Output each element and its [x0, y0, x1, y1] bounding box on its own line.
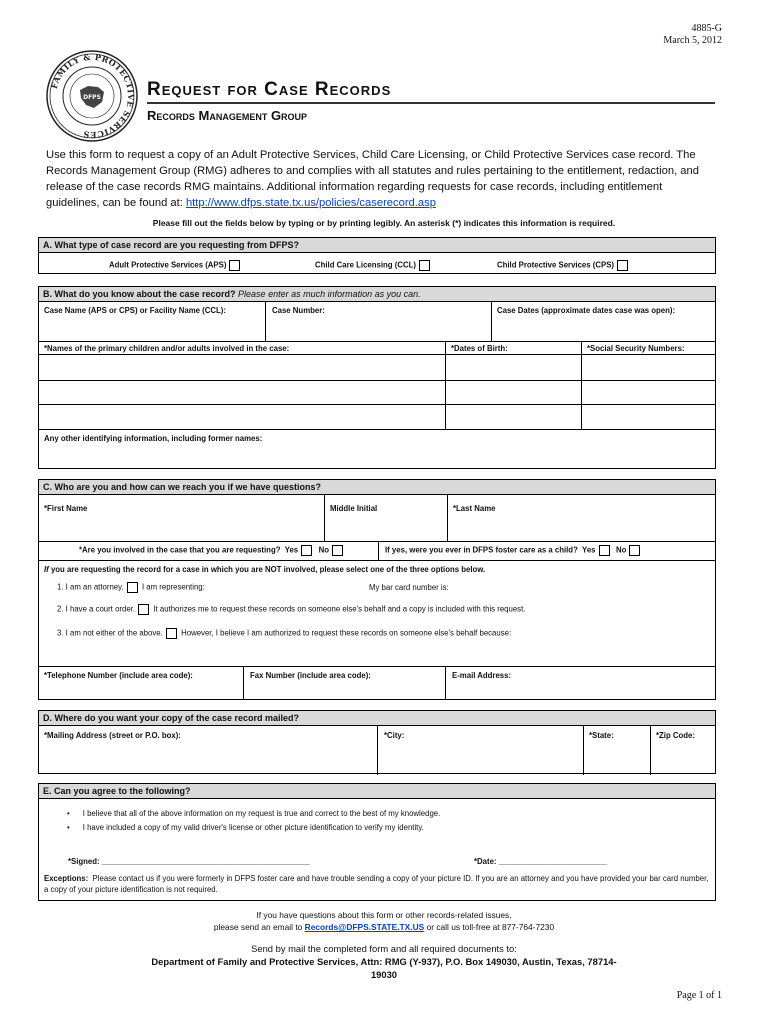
- foster-yes-label: Yes: [582, 545, 596, 555]
- form-number-block: [663, 23, 722, 47]
- not-involved-if: If: [44, 565, 49, 574]
- case-name-label: Case Name (APS or CPS) or Facility Name (CCL):: [44, 306, 226, 315]
- bar-card-label: My bar card number is:: [369, 583, 449, 592]
- foster-no-checkbox[interactable]: [629, 545, 640, 556]
- form-number: 4885-G: [691, 23, 722, 34]
- not-involved-text: you are requesting the record for a case in which you are NOT involved, please select one of the three options below.: [50, 565, 486, 574]
- email-label: E-mail Address:: [452, 671, 512, 680]
- zip-label: *Zip Code:: [656, 731, 695, 740]
- footer-line-2: [0, 921, 768, 933]
- mail-address-line-1: Department of Family and Protective Services, Attn: RMG (Y-937), P.O. Box 149030, Austin, Texas, 78714-: [151, 956, 617, 967]
- exceptions-label: Exceptions:: [44, 874, 89, 883]
- date-line[interactable]: *Date: _________________________: [474, 857, 608, 866]
- section-b-heading-italic: Please enter as much information as you can.: [238, 289, 421, 299]
- dfps-seal-logo: [46, 50, 138, 142]
- court-order-text: It authorizes me to request these records on someone else's behalf and a copy is included with this request.: [153, 604, 526, 614]
- section-e-heading: E. Can you agree to the following?: [39, 784, 715, 799]
- involved-question-text: *Are you involved in the case that you are requesting?: [79, 545, 281, 555]
- section-d: [38, 710, 716, 774]
- foster-question-text: If yes, were you ever in DFPS foster care as a child?: [385, 545, 578, 555]
- aps-label: Adult Protective Services (APS): [109, 260, 227, 270]
- names-label: *Names of the primary children and/or adults involved in the case:: [44, 344, 290, 353]
- mail-address-line-2: 19030: [370, 969, 398, 980]
- not-involved-instruction: [44, 565, 485, 574]
- footer-line-1: If you have questions about this form or other records-related issues,: [256, 910, 512, 920]
- exceptions-text: Please contact us if you were formerly in DFPS foster care and have trouble sending a copy of your picture ID. If you are an attorney and you have provided your bar card number, a copy of your picture identification is not required.: [44, 874, 709, 894]
- footer-line-2-post: or call us toll-free at 877-764-7230: [424, 922, 555, 932]
- involved-no-checkbox[interactable]: [332, 545, 343, 556]
- involved-yes-checkbox[interactable]: [301, 545, 312, 556]
- footer-mailing: [0, 942, 768, 981]
- cps-option: [497, 260, 628, 271]
- form-date: March 5, 2012: [663, 35, 722, 46]
- dob-label: *Dates of Birth:: [451, 344, 508, 353]
- page-number: Page 1 of 1: [676, 990, 722, 1001]
- case-dates-label: Case Dates (approximate dates case was open):: [497, 306, 676, 315]
- agreement-bullet-1: • I believe that all of the above information on my request is true and correct to the best of my knowledge.: [67, 809, 441, 818]
- footer-contact: [0, 909, 768, 933]
- other-text: However, I believe I am authorized to request these records on someone else's behalf because:: [181, 628, 512, 638]
- seal-outer-text: FAMILY & PROTECTIVE SERVICES: [48, 51, 137, 141]
- involved-yes-label: Yes: [284, 545, 299, 555]
- section-b-heading-text: B. What do you know about the case record?: [43, 289, 236, 299]
- ccl-label: Child Care Licensing (CCL): [315, 260, 416, 270]
- agreement-bullet-2-text: I have included a copy of my valid driver's license or other picture identification to verify my identity.: [82, 823, 424, 832]
- last-name-label: *Last Name: [453, 504, 496, 513]
- option-court-order: [57, 604, 525, 615]
- intro-text: Use this form to request a copy of an Adult Protective Services, Child Care Licensing, or Child Protective Services case record. The Records Management Group (RMG) adheres to and complies with all statutes and rules pertaining to the entitlement, redaction, and release of the case records RMG maintains. Additional information regarding requests for case records, including entitlement guidelines, can be found at:: [46, 149, 699, 209]
- involved-no-label: No: [318, 545, 330, 555]
- section-c-heading: C. Who are you and how can we reach you if we have questions?: [39, 480, 715, 495]
- option-other-label: 3. I am not either of the above.: [57, 628, 163, 638]
- state-label: *State:: [589, 731, 614, 740]
- cps-checkbox[interactable]: [617, 260, 628, 271]
- section-e: [38, 783, 716, 901]
- section-b: [38, 286, 716, 469]
- option-attorney: [57, 582, 205, 593]
- case-number-label: Case Number:: [272, 306, 325, 315]
- court-order-checkbox[interactable]: [138, 604, 149, 615]
- section-b-heading: [39, 287, 715, 302]
- agreement-bullet-1-text: I believe that all of the above information on my request is true and correct to the best of my knowledge.: [82, 809, 441, 818]
- ccl-option: [315, 260, 430, 271]
- section-a: [38, 237, 716, 274]
- option-attorney-label: 1. I am an attorney.: [57, 582, 124, 592]
- city-label: *City:: [384, 731, 405, 740]
- middle-initial-label: Middle Initial: [330, 504, 378, 513]
- ccl-checkbox[interactable]: [419, 260, 430, 271]
- mail-instruction: Send by mail the completed form and all required documents to:: [251, 943, 517, 954]
- ssn-label: *Social Security Numbers:: [587, 344, 685, 353]
- intro-paragraph: [46, 147, 718, 211]
- option-court-order-label: 2. I have a court order.: [57, 604, 136, 614]
- case-record-link[interactable]: http://www.dfps.state.tx.us/policies/caserecord.asp: [185, 197, 436, 209]
- section-a-heading: A. What type of case record are you requesting from DFPS?: [39, 238, 715, 253]
- attorney-checkbox[interactable]: [127, 582, 138, 593]
- agreement-bullet-2: • I have included a copy of my valid driver's license or other picture identification to verify my identity.: [67, 823, 424, 832]
- page-title: Request for Case Records: [147, 79, 392, 100]
- representing-label: I am representing:: [141, 582, 205, 592]
- foster-question: [385, 545, 640, 556]
- mailing-address-label: *Mailing Address (street or P.O. box):: [44, 731, 181, 740]
- involved-question: [79, 545, 343, 556]
- fax-label: Fax Number (include area code):: [250, 671, 371, 680]
- aps-option: [109, 260, 240, 271]
- phone-label: *Telephone Number (include area code):: [44, 671, 193, 680]
- foster-yes-checkbox[interactable]: [599, 545, 610, 556]
- other-checkbox[interactable]: [166, 628, 177, 639]
- section-c: [38, 479, 716, 700]
- signature-line[interactable]: *Signed: ________________________________________________: [68, 857, 310, 866]
- cps-label: Child Protective Services (CPS): [497, 260, 614, 270]
- footer-line-2-pre: please send an email to: [213, 922, 305, 932]
- title-rule: [147, 102, 715, 104]
- records-email-link[interactable]: Records@DFPS.STATE.TX.US: [304, 922, 425, 932]
- seal-inner-text: DFPS: [83, 94, 101, 101]
- instruction-note: Please fill out the fields below by typing or by printing legibly. An asterisk (*) indicates this information is required.: [152, 218, 616, 228]
- exceptions-note: [44, 873, 709, 895]
- aps-checkbox[interactable]: [229, 260, 240, 271]
- page-subtitle: Records Management Group: [147, 108, 308, 123]
- foster-no-label: No: [616, 545, 627, 555]
- other-info-label: Any other identifying information, including former names:: [44, 434, 263, 443]
- option-other: [57, 628, 511, 639]
- first-name-label: *First Name: [44, 504, 88, 513]
- section-d-heading: D. Where do you want your copy of the case record mailed?: [39, 711, 715, 726]
